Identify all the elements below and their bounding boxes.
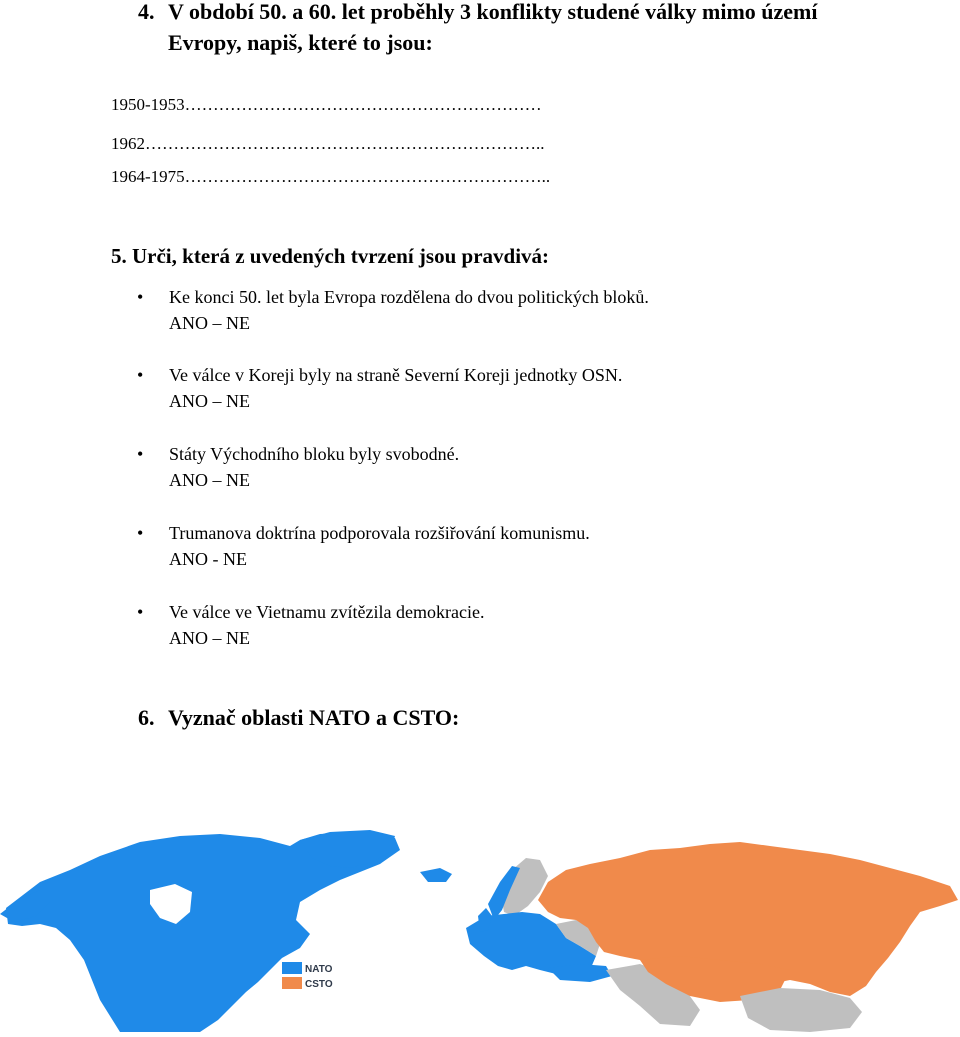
question-number: 6. [138, 705, 155, 730]
iceland-region [420, 868, 452, 882]
bullet-icon: • [137, 444, 144, 464]
question-number: 4. [138, 0, 155, 24]
statement-text: Ve válce ve Vietnamu zvítězila demokracie. [169, 602, 485, 622]
answer-choice[interactable]: ANO – NE [169, 628, 250, 648]
question-6-title [138, 703, 459, 733]
answer-choice[interactable]: ANO - NE [169, 549, 247, 569]
blank-label: 1962 [111, 134, 145, 153]
bullet-icon: • [137, 602, 144, 622]
nato-csto-map [0, 820, 960, 1032]
world-map [0, 820, 960, 1032]
blank-label: 1964-1975 [111, 167, 185, 186]
question-4-line2: Evropy, napiš, které to jsou: [168, 30, 433, 55]
statement-text: Státy Východního bloku byly svobodné. [169, 444, 460, 464]
answer-choice[interactable]: ANO – NE [169, 470, 250, 490]
legend-label-nato: NATO [305, 964, 333, 975]
question-4-line1: V období 50. a 60. let proběhly 3 konflikty studené války mimo území [168, 0, 818, 24]
answer-choice[interactable]: ANO – NE [169, 391, 250, 411]
question-6-text: Vyznač oblasti NATO a CSTO: [168, 705, 460, 730]
answer-blank-3[interactable] [111, 167, 550, 187]
legend-label-csto: CSTO [305, 979, 333, 990]
answer-choice[interactable]: ANO – NE [169, 313, 250, 333]
legend-swatch-csto [282, 977, 302, 989]
blank-dots: ……………………………………………………….. [184, 167, 551, 186]
question-4-title [138, 0, 817, 27]
map-legend [282, 962, 333, 990]
bullet-icon: • [137, 287, 144, 307]
question-5-title [111, 241, 549, 271]
legend-swatch-nato [282, 962, 302, 974]
statement-text: Trumanova doktrína podporovala rozšiřování komunismu. [169, 523, 590, 543]
statement-text: Ke konci 50. let byla Evropa rozdělena do dvou politických bloků. [169, 287, 649, 307]
bullet-icon: • [137, 365, 144, 385]
statement-text: Ve válce v Koreji byly na straně Severní Koreji jednotky OSN. [169, 365, 623, 385]
question-4-title-continued [168, 28, 433, 58]
blank-dots: …………………………………………………………….. [145, 134, 545, 153]
answer-blank-2[interactable] [111, 134, 545, 154]
question-5-title-text: 5. Urči, která z uvedených tvrzení jsou pravdivá: [111, 244, 550, 268]
blank-label: 1950-1953 [111, 95, 185, 114]
bullet-icon: • [137, 523, 144, 543]
blank-dots: ……………………………………………………… [184, 95, 542, 114]
answer-blank-1[interactable] [111, 95, 542, 115]
